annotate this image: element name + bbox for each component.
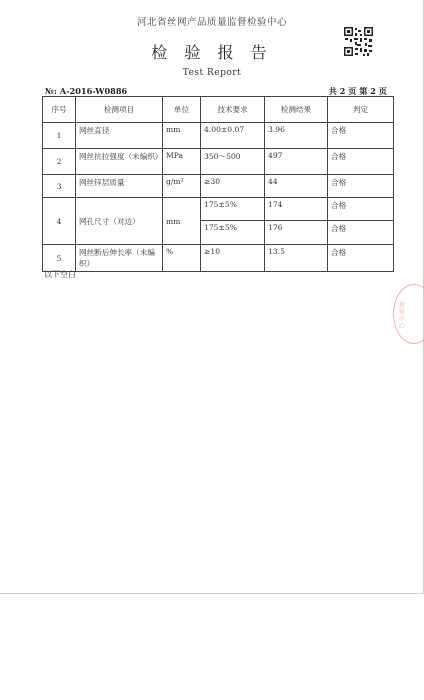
test-item: 网丝抗拉强度（未编织） [76,149,163,175]
requirement: ≥30 [201,175,265,198]
test-item: 网丝直径 [76,123,163,149]
judgement: 合格 [328,123,394,149]
judgement: 合格 [328,175,394,198]
table-row [43,149,394,175]
row-number: 1 [43,123,76,149]
column-header-requirement: 技术要求 [201,97,265,123]
test-item: 网丝断后伸长率（未编织） [76,245,163,272]
column-header-no: 序号 [43,97,76,123]
table-row [43,175,394,198]
official-seal-stamp [393,284,424,344]
requirement: 175±5% [201,221,265,245]
column-header-result: 检测结果 [265,97,328,123]
unit: mm [163,198,201,245]
result: 497 [265,149,328,175]
unit: g/m² [163,175,201,198]
result: 3.96 [265,123,328,149]
qr-code-icon [343,26,374,57]
result: 44 [265,175,328,198]
judgement: 合格 [328,149,394,175]
row-number: 4 [43,198,76,245]
organization-name: 河北省丝网产品质量监督检验中心 [136,17,287,28]
column-header-unit: 单位 [163,97,201,123]
table-row [43,123,394,149]
requirement: 175±5% [201,198,265,221]
test-item: 网孔尺寸（对边） [76,198,163,245]
row-number: 2 [43,149,76,175]
unit: MPa [163,149,201,175]
blank-below-note: 以下空白 [44,270,76,279]
unit: mm [163,123,201,149]
judgement: 合格 [328,245,394,272]
result: 174 [265,198,328,221]
official-seal-text: 检 验 中 心 [399,302,406,330]
requirement: 350～500 [201,149,265,175]
test-item: 网丝锌层质量 [76,175,163,198]
unit: % [163,245,201,272]
result: 176 [265,221,328,245]
requirement: ≥10 [201,245,265,272]
table-header-row [43,97,394,123]
report-title: 检 验 报 告 [151,43,273,62]
table-row [43,245,394,272]
requirement: 4.00±0.07 [201,123,265,149]
judgement: 合格 [328,221,394,245]
row-number: 5 [43,245,76,272]
column-header-judgement: 判定 [328,97,394,123]
page-indicator: 共 2 页 第 2 页 [328,86,387,96]
judgement: 合格 [328,198,394,221]
report-number: №: A-2016-W0886 [45,86,128,96]
row-number: 3 [43,175,76,198]
result: 13.5 [265,245,328,272]
report-subtitle: Test Report [182,68,242,78]
table-row [43,198,394,221]
column-header-item: 检测项目 [76,97,163,123]
test-results-table [42,96,394,272]
